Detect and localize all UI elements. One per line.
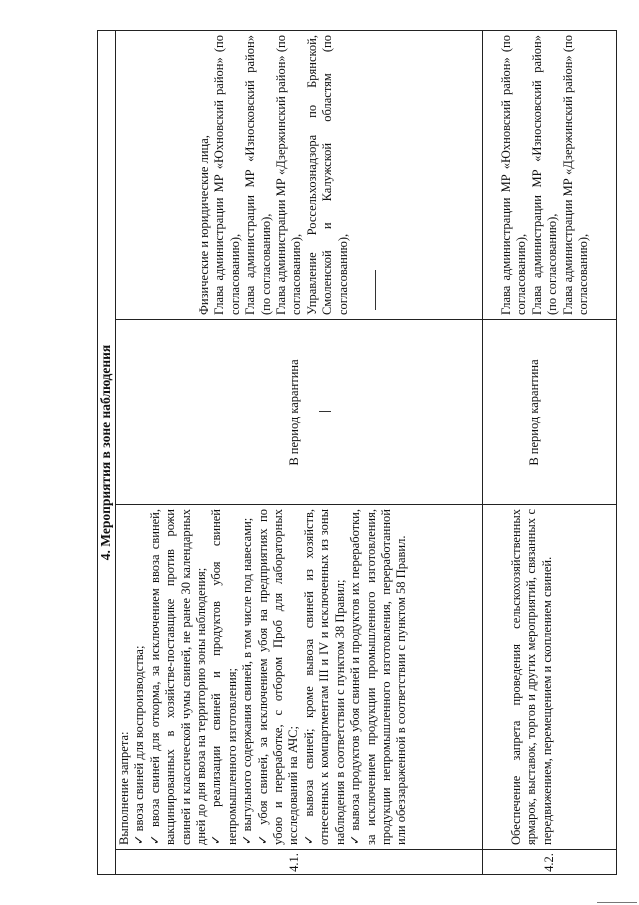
measure-line: ✓ вывоза продуктов убоя свиней и продуктов их переработки, за исключением продукции промышленного изготовления, продукции непромышленного изготовления, переработанной или обеззараженной в соответствии с пунктом 58 Правил. [348, 509, 409, 845]
responsible-line: Глава администрации МР «Износковский район» (по согласованию), [529, 35, 560, 315]
responsible-line: Глава администрации МР «Дзержинский район» (по согласованию), [274, 35, 304, 315]
measure-line: Обеспечение запрета проведения сельскохозяйственных ярмарок, выставок, торгов и других мероприятий, связанных с передвижением, перемещением и скоплением свиней. [509, 509, 554, 845]
responsible-line: Управление Россельхознадзора по Брянской, Смоленской и Калужской областям (по согласованию), [304, 35, 350, 315]
rotated-table [97, 30, 617, 875]
measure-line: ✓ убоя свиней, за исключением убоя на предприятиях по убою и переработке, с отбором Проб для лабораторных исследований на АЧС; [255, 509, 301, 845]
measures-cell [117, 509, 410, 845]
edge-mark [597, 902, 637, 903]
section-header: 4. Мероприятия в зоне наблюдения [98, 344, 113, 561]
column-divider-measures [115, 504, 617, 505]
responsible-line: Физические и юридические лица, [197, 135, 211, 315]
responsible-line: Глава администрации МР «Юхновский район» (по согласованию), [499, 35, 529, 315]
measure-line: ✓ ввоза свиней для воспроизводства; [132, 645, 147, 845]
responsible-line: Глава администрации МР «Юхновский район» (по согласованию), [212, 35, 242, 315]
row-number: 4.2. [542, 853, 556, 872]
deadline-cell: В период карантина [527, 359, 541, 466]
row-divider [482, 30, 483, 875]
header-divider [115, 30, 116, 875]
deadline-cell: В период карантина [287, 359, 301, 466]
measure-line: ✓ реализации свиней и продуктов убоя свиней непромышленного изготовления; [209, 509, 239, 845]
responsible-line: Глава администрации МР «Износковский район» (по согласованию), [243, 35, 273, 315]
column-divider-deadline [115, 319, 617, 320]
empty-mark [319, 411, 331, 412]
responsible-cell [499, 35, 591, 315]
empty-mark [375, 270, 376, 310]
responsible-line: Глава администрации МР «Дзержинский район» (по согласованию), [560, 35, 591, 315]
row-number: 4.1. [287, 853, 301, 872]
measure-line: ✓ вывоза свиней; кроме вывоза свиней из хозяйств, отнесенных к компартментам III и IV и исключенных из зоны наблюдения в соответствии с пунктом 38 Правил; [301, 509, 347, 845]
responsible-cell [197, 35, 351, 315]
measure-line: Выполнение запрета: [117, 731, 131, 845]
measure-line: ✓ ввоза свиней для откорма, за исключением ввоза свиней, вакцинированных в хозяйстве-поставщике против рожи свиней и классической чумы свиней, не ранее 30 календарных дней до дня ввоза на территорию зоны наблюдения; [147, 509, 209, 845]
measures-cell [509, 509, 555, 845]
measure-line: ✓ выгульного содержания свиней, в том числе под навесами; [240, 517, 255, 845]
